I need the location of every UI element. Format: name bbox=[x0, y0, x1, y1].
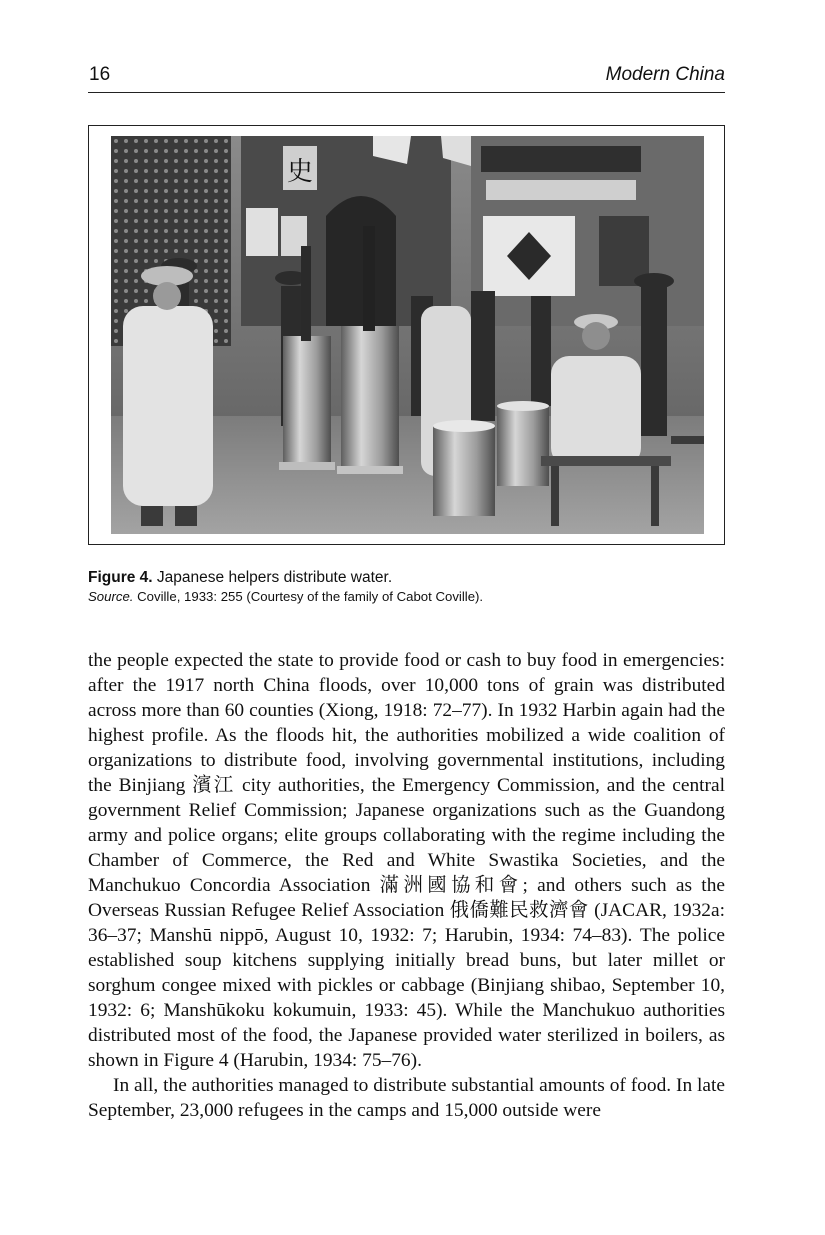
running-head bbox=[88, 64, 725, 93]
page-number: 16 bbox=[89, 64, 111, 85]
figure-frame bbox=[88, 125, 725, 545]
paragraph: the people expected the state to provide food or cash to buy food in emergencies: after the 1917 north China floods, over 10,000 tons of grain was distributed across more than 60 counties (Xiong, 1918: 72–77). In 1932 Harbin again had the highest profile. As the floods hit, the authorities mobilized a wide coalition of organizations to distribute food, involving governmental institutions, including the Binjiang 濱江 city authorities, the Emergency Commission, and the central government Relief Commission; Japanese organizations such as the Guandong army and police organs; elite groups collaborating with the regime including the Chamber of Commerce, the Red and White Swastika Societies, and the Manchukuo Concordia Association 滿洲國協和會; and others such as the Overseas Russian Refugee Relief Association 俄僑難民救濟會 (JACAR, 1932a: 36–37; Manshū nippō, August 10, 1932: 7; Harubin, 1934: 74–83). The police established soup kitchens supplying initially bread buns, but later millet or sorghum congee mixed with pickles or cabbage (Binjiang shibao, September 10, 1932: 6; Manshūkoku kokumuin, 1933: 45). While the Manchukuo authorities distributed most of the food, the Japanese provided water sterilized in boilers, as shown in Figure 4 (Harubin, 1934: 75–76). bbox=[88, 650, 725, 1071]
figure-label: Figure 4. bbox=[88, 569, 153, 586]
journal-title: Modern China bbox=[605, 64, 725, 85]
paragraph: In all, the authorities managed to distribute substantial amounts of food. In late September, 23,000 refugees in the camps and 15,000 outside were bbox=[88, 1075, 725, 1121]
body-text bbox=[88, 648, 725, 1123]
source-text: Coville, 1933: 255 (Courtesy of the family of Cabot Coville). bbox=[137, 589, 484, 604]
gate-sign-character: 史 bbox=[286, 157, 314, 187]
figure-caption-text: Japanese helpers distribute water. bbox=[156, 569, 393, 586]
figure-caption bbox=[88, 568, 725, 605]
arch-doorway bbox=[326, 196, 396, 326]
figure-photo bbox=[111, 136, 704, 534]
source-label: Source. bbox=[88, 589, 134, 604]
